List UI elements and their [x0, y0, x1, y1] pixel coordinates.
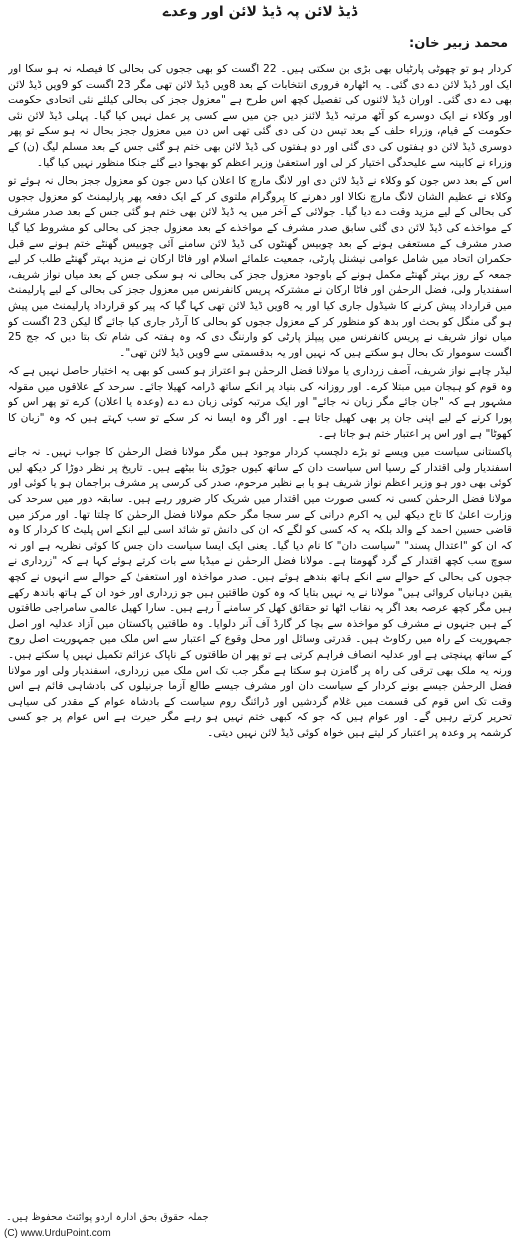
author-name: محمد زبیر خان: — [409, 36, 508, 51]
copyright-notice: جملہ حقوق بحق ادارہ اردو پوائنٹ محفوظ ہیں۔ — [6, 1212, 209, 1223]
paragraph: کردار ہو تو چھوٹی پارٹیاں بھی بڑی بن سکتی ہیں۔ 22 اگست کو بھی ججوں کی بحالی کا فیصلہ نہ ہو سکا اور ایک اور ڈیڈ لائن دے دی گئی۔ یہ اٹھارہ فروری انتخابات کے بعد 8ویں ڈیڈ لائن تھی مگر 23 اگست کو 9ویں ڈیڈ لائن بھی دے دی گئی۔ اوران ڈیڈ لائنوں کی تفصیل کچھ اس طرح ہے "معزول ججز کی بحالی کیلئے نئی اتحادی حکومت اور وکلاء نے ایک دوسرے کو آٹھ مرتبہ ڈیڈ لائنز دیں جن میں سے کسی پر عمل نہیں کیا گیا۔ پہلی ڈیڈ لائن نئی حکومت کے قیام، وزراء حلف کے بعد تیس دن کی دی گئی تھی اس دن میں معزول ججز بحال نہ ہو سکے تو پھر دوسری ڈیڈ لائن دو ہفتوں کی دی گئی اور دو ہفتوں کی ڈیڈ لائن بھی ختم ہو گئی جس کے بعد مسلم لیگ (ن) کے وزراء نے کابینہ سے علیحدگی اختیار کر لی اور استعفیٰ وزیر اعظم کو بھجوا دیے گئے جنکا منظور نہیں کیا گیا۔ — [8, 63, 512, 169]
article-body — [8, 62, 512, 1212]
paragraph: اس کے بعد دس جون کو وکلاء نے ڈیڈ لائن دی اور لانگ مارچ کا اعلان کیا دس جون کو معزول ججز بحال نہ ہوئے تو وکلاء نے عظیم الشان لانگ مارچ نکالا اور دھرنے کا پروگرام ملتوی کر کے ایک دفعہ پھر پارلیمنٹ کو معزول ججوں کی بحالی کے لیے مزید وقت دے دیا گیا۔ جولائی کے آخر میں یہ ڈیڈ لائن بھی ختم ہو گئی جس کے بعد صدر مشرف کے مواخذے کی ڈیڈ لائن دی گئی سابق صدر مشرف کے مواخذے کے بعد معزول ججز کی بحالی کو مشروط کیا گیا صدر مشرف کے مستعفی ہونے کے بعد چوبیس گھنٹوں کی ڈیڈ لائن سامنے آئی چوبیس گھنٹے ختم ہونے سے قبل حکمران اتحاد میں شامل عوامی نیشنل پارٹی، جمعیت علمائے اسلام اور فاٹا ارکان نے مزید بہتر گھنٹے طلب کر لیے جمعہ کے روز بہتر گھنٹے مکمل ہونے کے باوجود معزول ججز کی بحالی نہ ہو سکی جس کے بعد میاں نواز شریف، اسفندیار ولی، فضل الرحمٰن اور فاٹا ارکان نے مشترکہ پریس کانفرنس میں معزول ججز کی بحالی کے لیے پارلیمنٹ میں قرارداد پیش کرنے کا شیڈول جاری کیا اور یہ 8ویں ڈیڈ لائن تھی کہا گیا کہ پیر کو قرارداد پارلیمنٹ میں پیش ہو گی منگل کو بحث اور بدھ کو منظور کر کے معزول ججوں کو بحالی کا آرڈر جاری کیا جائے گا لیکن 23 اگست کو میاں نواز شریف نے پریس کانفرنس میں پیپلز پارٹی کو وارننگ دی کہ وہ ہفتہ کی شام تک بتا دیں کہ جج 25 اگست سوموار تک بحال ہو سکتے ہیں کہ نہیں اور یہ بدقسمتی سے 9ویں ڈیڈ لائن تھی"۔ — [8, 175, 512, 359]
article-title: ڈیڈ لائن پہ ڈیڈ لائن اور وعدے — [162, 4, 358, 20]
site-link[interactable]: (C) www.UrduPoint.com — [4, 1228, 111, 1239]
paragraph: پاکستانی سیاست میں ویسے تو بڑے دلچسپ کردار موجود ہیں مگر مولانا فضل الرحمٰن کا جواب نہیں۔ نہ جانے اسفندیار ولی اقتدار کے رسیا اس سیاست دان کے ساتھ کیوں جوڑی بنا بیٹھے ہیں۔ تاریخ پر نظر دوڑا کر دیکھ لیں کوئی بھی دور ہو وزیر اعظم نواز شریف ہو یا بے نظیر مرحوم، صدر کی کرسی پر مشرف براجمان ہو یا کوئی اور مولانا فضل الرحمٰن کسی نہ کسی صورت میں اقتدار میں شریک کار ضرور رہے ہیں۔ سابقہ دور میں سرحد کی وزارت اعلیٰ کا تاج دیکھ لیں یہ اکرم درانی کے سر سجا مگر حکم مولانا فضل الرحمٰن کا چلتا تھا۔ اور مرکز میں قاضی حسین احمد کے والد بلکہ یہ کہ کسی کو لگے کہ ان کی دانش تو شائد اسی لیے انکے اس پلیٹ کا کردار کا وہ کہ ان کو "اعتدال پسند" "سیاست دان" کا نام دیا گیا۔ یعنی ایک ایسا سیاست دان جس کا کوئی نظریہ ہے اور نہ سوچ سب کچھ اقتدار کے گرد گھومتا ہے۔ مولانا فضل الرحمٰن نے میڈیا سے بات کرتے ہوئے کہا ہے کہ "زرداری نے ججوں کی بحالی کے حوالے سے انکے ہاتھ بندھے ہوئے ہیں۔ صدر مواخذہ اور استعفیٰ کے حوالے سے انہوں نے کچھ یقین دہانیاں کروائی ہیں" مولانا نے یہ نہیں بتایا کہ وہ کون طاقتیں ہیں جو زرداری اور خود ان کے ہاتھ باندھ رکھے ہیں مگر کچھ عرصہ بعد اگر یہ نقاب اٹھا تو حقائق کھل کر سامنے آ رہے ہیں۔ سارا کھیل عالمی سامراجی طاقتوں کے ہیں جنہوں نے مشرف کو مواخذہ سے بچا کر گارڈ آف آنر دلوایا۔ وہ طاقتیں پاکستان میں آزاد عدلیہ اور اصل جمہوریت کے راہ میں رکاوٹ ہیں۔ قدرتی وسائل اور محل وقوع کے اعتبار سے اس ملک میں جمہوریت اصل روح کے ساتھ پہنچتی ہے اور عدلیہ انصاف فراہم کرتی ہے تو پھر ان طاقتوں کے ناپاک عزائم تکمیل نہیں پا سکتے ہیں۔ ورنہ یہ ملک بھی ترقی کی راہ پر گامزن ہو سکتا ہے مگر جب تک اس ملک میں زرداری، اسفندیار ولی اور مولانا فضل الرحمٰن جیسے بونے کردار کے سیاست دان اور مشرف جیسے طالع آزما جرنیلوں کی بادشاہی قائم ہے اس وقت تک اس قوم کی قسمت میں غلام گردشیں اور ڈرائنگ روم سیاست کے بادشاہ عوام کے مقدر کی سیاہی تحریر کرتے رہیں گے۔ اور عوام ہیں کہ جو کہ کبھی ختم نہیں ہو رہے مگر حیرت ہے اس عوام پر جو کسی کرشمہ پر وعدہ پر اعتبار کر لیتے ہیں خواہ کوئی ڈیڈ لائن نہیں دیتی۔ — [8, 446, 512, 739]
page-footer — [0, 1212, 520, 1245]
paragraph: لیڈر چاہے نواز شریف، آصف زرداری یا مولانا فضل الرحمٰن ہو اعتراز ہو کسی کو بھی یہ اختیار حاصل نہیں ہے کہ وہ قوم کو ہیجان میں مبتلا کرے۔ اور روزانہ کی بنیاد پر انکے ساتھ ڈرامہ کھیلا جائے۔ سرحد کے علاقوں میں مقولہ مشہور ہے کہ "جان جائے مگر زبان نہ جائے" اور ایک مرتبہ کوئی زبان دے دے (وعدہ یا اعلان) کرے تو پھر اس کو پورا کرنے کے لیے اپنی جان پر بھی کھیل جاتا ہے۔ اور اگر وہ ایسا نہ کر سکے تو سب کہتے ہیں کہ وہ "زبان کا کھوٹا" ہے اور اس پر اعتبار ختم ہو جاتا ہے۔ — [8, 365, 512, 440]
